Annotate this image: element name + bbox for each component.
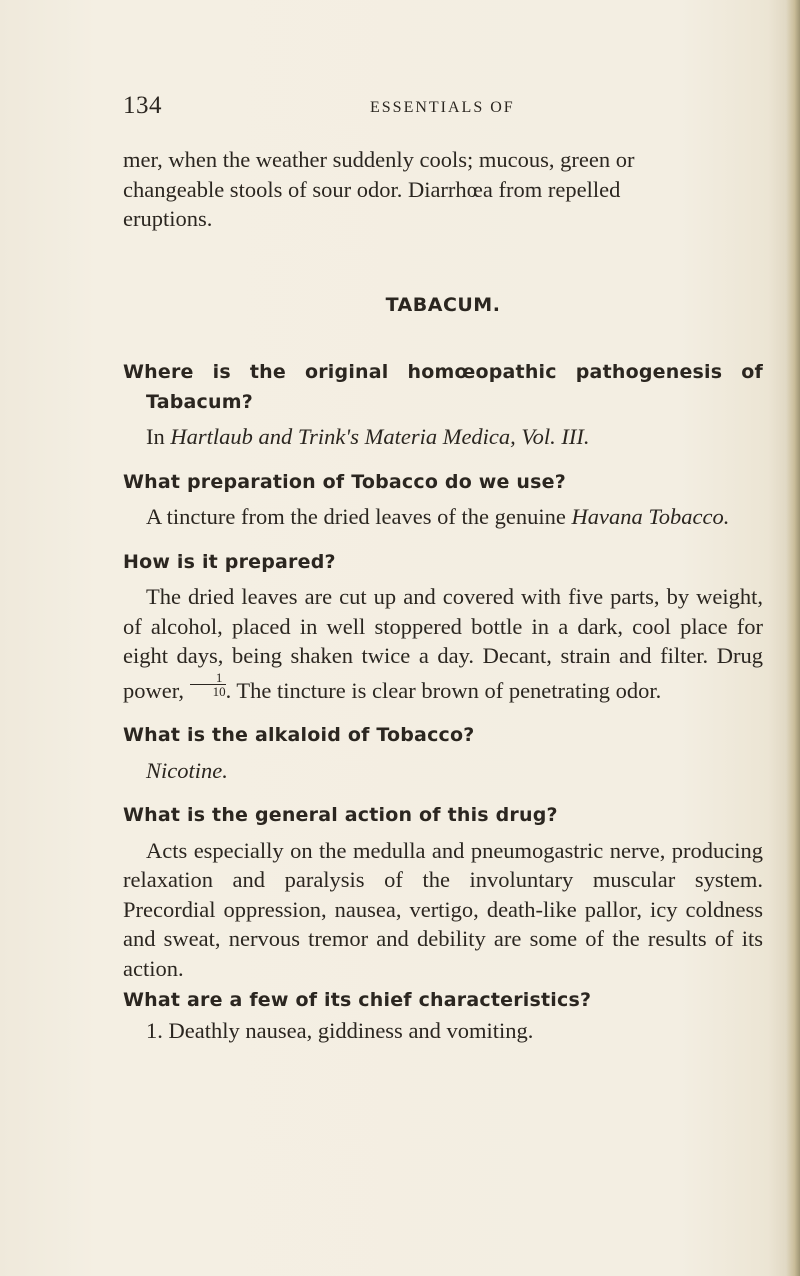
question-1: Where is the original homœopathic pathogenesis of Tabacum? [123,361,763,413]
item-1-text: Deathly nausea, giddiness and vomiting. [162,1017,534,1043]
page-number: 134 [123,92,162,119]
answer-5: Acts especially on the medulla and pneumogastric nerve, producing relaxation and paralysis of the involuntary muscular system. Precordial oppression, nausea, vertigo, death-like pallor, icy coldness and sweat, nervous tremor and debility are some of the results of its action. [123,837,763,981]
section-title: TABACUM. [385,293,501,316]
item-1-number: 1. [146,1017,163,1043]
page-header [123,92,683,128]
answer-4-italic: Nicotine. [146,757,228,783]
answer-1 [123,422,763,452]
intro-line-2: changeable stools of sour odor. Diarrhœa from repelled [123,176,621,202]
fraction-denominator: 10 [212,683,226,699]
answer-3-part-1: The dried leaves are cut up and covered with five parts, by weight, of alcohol, placed in well stoppered bottle in a dark, cool place for eight days, being shaken twice a day. Decant, strain and filter. Drug power, [123,584,763,703]
question-2: What preparation of Tobacco do we use? [123,470,566,493]
intro-line-3: eruptions. [123,206,213,231]
answer-2-prefix: A tincture from the dried leaves of the genuine [146,504,572,529]
page-content [123,145,763,1045]
page-edge-shadow [786,0,800,1276]
question-4: What is the alkaloid of Tobacco? [123,724,475,746]
answer-3 [123,582,763,705]
answer-1-citation: Hartlaub and Trink's Materia Medica, Vol. III. [170,424,590,449]
running-head: ESSENTIALS OF [370,99,515,116]
answer-3-part-2: . The tincture is clear brown of penetrating odor. [225,677,662,703]
answer-4 [123,756,763,786]
fraction-numerator: 1 [190,671,226,685]
question-6: What are a few of its chief characteristics? [123,989,592,1011]
question-5: What is the general action of this drug? [123,804,558,826]
answer-2-italic: Havana Tobacco. [571,504,730,529]
intro-paragraph [123,145,763,234]
answer-6-item-1 [123,1016,763,1046]
answer-1-prefix: In [146,424,171,449]
drug-power-fraction [190,671,226,698]
question-3: How is it prepared? [123,550,336,573]
intro-line-1: mer, when the weather suddenly cools; mucous, green or [123,147,635,172]
answer-2 [123,502,763,532]
